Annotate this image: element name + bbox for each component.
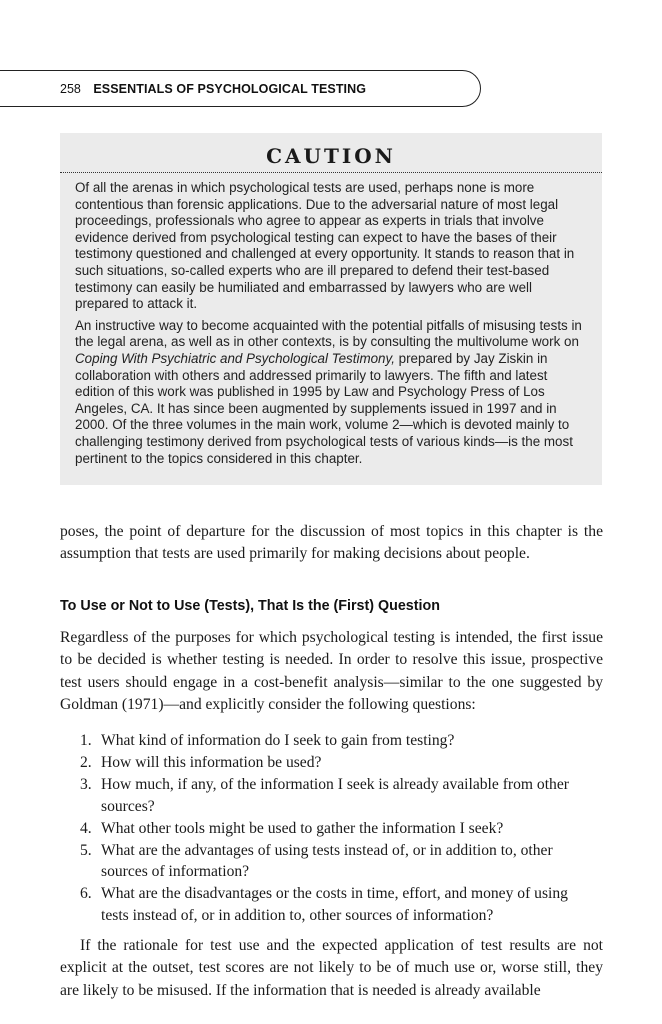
list-item-number: 6. [80, 885, 92, 903]
caution-paragraph-2-lead: An instructive way to become acquainted with the potential pitfalls of misusing tests in the legal arena, as well as in other contexts, is by consulting the multivolume work on [75, 317, 582, 350]
running-header [60, 82, 366, 96]
caution-divider [60, 172, 602, 173]
caution-body [75, 180, 586, 472]
list-item [80, 883, 580, 927]
list-item-number: 4. [80, 819, 92, 837]
page-number: 258 [60, 82, 81, 96]
list-item [80, 752, 580, 774]
list-item-text: What are the disadvantages or the costs in time, effort, and money of using tests instead of, or in addition to, other sources of information? [101, 885, 568, 925]
question-list [80, 730, 580, 927]
running-title: ESSENTIALS OF PSYCHOLOGICAL TESTING [93, 82, 367, 96]
list-item-text: What kind of information do I seek to gain from testing? [101, 732, 455, 749]
list-item [80, 840, 580, 884]
list-item-number: 1. [80, 732, 92, 749]
list-item [80, 818, 580, 840]
book-title: Coping With Psychiatric and Psychological Testimony, [75, 350, 395, 366]
caution-paragraph-1: Of all the arenas in which psychological tests are used, perhaps none is more contentious than forensic applications. Due to the adversarial nature of most legal proceedings, professionals who agree to appear as experts in trials that involve evidence derived from psychological testing can expect to have the bases of their testimony questioned and challenged at every opportunity. It stands to reason that in such situations, so-called experts who are ill prepared to defend their test-based testimony can easily be humiliated and embarrassed by lawyers who are well prepared to attack it. [75, 180, 575, 312]
body-paragraph-regardless: Regardless of the purposes for which psychological testing is intended, the first issue to be decided is whether testing is needed. In order to resolve this issue, prospective test users should engage in a cost-benefit analysis—similar to the one suggested by Goldman (1971)—and explicitly consider the following questions: [60, 629, 603, 713]
caution-box [60, 133, 602, 485]
body-paragraph-continued: poses, the point of departure for the discussion of most topics in this chapter is the assumption that tests are used primarily for making decisions about people. [60, 523, 603, 563]
list-item [80, 774, 580, 818]
list-item-number: 5. [80, 841, 92, 859]
body-paragraph-rationale: If the rationale for test use and the expected application of test results are not explicit at the outset, test scores are not likely to be of much use or, worse still, they are likely to be misused. If the information that is needed is already available [60, 937, 603, 999]
caution-paragraph-2-rest: prepared by Jay Ziskin in collaboration with others and addressed primarily to lawyers. The fifth and latest edition of this work was published in 1995 by Law and Psychology Press of Los Angeles, CA. It has since been augmented by supplements issued in 1997 and in 2000. Of the three volumes in the main work, volume 2—which is devoted mainly to challenging testimony derived from psychological tests of various kinds—is the most pertinent to the topics considered in this chapter. [75, 350, 573, 466]
list-item-text: What other tools might be used to gather the information I seek? [101, 819, 504, 837]
list-item-text: What are the advantages of using tests instead of, or in addition to, other sources of information? [101, 841, 553, 881]
list-item-number: 3. [80, 775, 92, 793]
list-item-number: 2. [80, 753, 92, 771]
list-item-text: How much, if any, of the information I seek is already available from other sources? [101, 775, 569, 815]
caution-paragraph-2 [75, 318, 586, 467]
list-item-text: How will this information be used? [101, 753, 322, 771]
section-heading: To Use or Not to Use (Tests), That Is the (First) Question [60, 598, 440, 614]
caution-title: CAUTION [266, 144, 396, 168]
list-item [80, 730, 580, 752]
